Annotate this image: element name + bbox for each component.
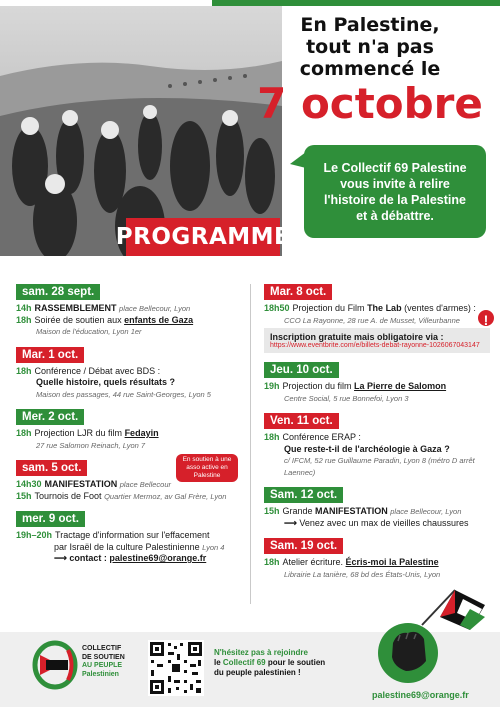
event-date: Mar. 8 oct. <box>264 284 332 300</box>
event-sam-28-sept <box>16 282 244 338</box>
event-time: 14h <box>16 303 32 313</box>
event-text: Projection LJR du film <box>34 428 125 438</box>
headline <box>250 14 490 128</box>
event-date: Ven. 11 oct. <box>264 413 339 429</box>
inscription-url-link[interactable]: https://www.eventbrite.com/e/billets-debat-rayonne-1026067043147 <box>270 342 480 349</box>
event-place: Maison des passages, 44 rue Saint-Georges, Lyon 5 <box>36 389 211 399</box>
event-item <box>16 303 244 315</box>
event-date: Mer. 2 oct. <box>16 409 84 425</box>
event-place: c/ IFCM, 52 rue Guillaume Paradin, Lyon 8 (métro D arrêt Laennec) <box>284 456 475 477</box>
contact-email-link[interactable]: palestine69@orange.fr <box>109 553 207 563</box>
event-time: 18h <box>264 557 280 567</box>
event-place: Lyon 4 <box>202 542 225 552</box>
join-line-1: N'hésitez pas à rejoindre <box>214 648 308 657</box>
column-divider <box>250 284 251 604</box>
contact-label: contact : <box>69 553 110 563</box>
invitation-bubble <box>304 145 486 238</box>
event-mar-1-oct <box>16 345 244 401</box>
event-time: 14h30 <box>16 479 42 489</box>
event-place: place Bellecour, Lyon <box>119 304 191 313</box>
event-time: 18h <box>16 428 32 438</box>
event-title: The Lab <box>367 303 402 313</box>
logo-line-4: Palestinien <box>82 670 119 678</box>
qr-code[interactable] <box>148 640 204 696</box>
event-text: Tractage d'information sur l'effacement <box>55 530 210 540</box>
event-item <box>16 428 244 440</box>
event-place: place Bellecour <box>119 480 171 489</box>
event-title: MANIFESTATION <box>44 479 118 489</box>
contact-line <box>16 553 244 565</box>
palestine-flag-icon <box>422 590 485 630</box>
bubble-text-2: vous invite à relire <box>340 176 450 191</box>
event-title: RASSEMBLEMENT <box>34 303 117 313</box>
event-item <box>264 506 490 518</box>
event-text: Soirée de soutien aux <box>34 314 125 325</box>
fist-flag-illustration <box>360 585 490 685</box>
event-sam-12-oct <box>264 485 490 529</box>
event-time: 15h <box>264 506 280 516</box>
join-collectif: Collectif 69 <box>222 658 266 667</box>
event-date: Jeu. 10 oct. <box>264 362 339 378</box>
event-item <box>16 366 244 378</box>
event-date: Sam. 12 oct. <box>264 487 343 503</box>
event-time: 18h <box>264 432 280 442</box>
event-mer-2-oct <box>16 407 244 451</box>
arrow-icon: ⟶ <box>284 517 300 528</box>
event-text: par Israël de la culture Palestinienne <box>54 541 203 552</box>
event-mer-9-oct <box>16 509 244 565</box>
event-mar-8-oct <box>264 282 490 353</box>
event-title: Écris-moi la Palestine <box>345 557 439 567</box>
event-text: Conférence ERAP : <box>282 432 361 442</box>
event-title: enfants de Gaza <box>124 314 194 325</box>
event-item <box>264 557 490 569</box>
programme-badge: PROGRAMME <box>126 218 280 256</box>
join-message <box>214 648 344 678</box>
event-time: 19h–20h <box>16 530 53 540</box>
event-text: (ventes d'armes) : <box>401 303 476 313</box>
event-item <box>16 315 244 327</box>
event-time: 18h50 <box>264 303 290 313</box>
event-text: Conférence / Débat avec BDS : <box>34 365 161 376</box>
arrow-icon: ⟶ <box>54 553 70 563</box>
event-date: sam. 28 sept. <box>16 284 100 300</box>
event-subtitle: Que reste-t-il de l'archéologie à Gaza ? <box>284 443 450 454</box>
event-text: Atelier écriture. <box>282 557 346 567</box>
event-text: Venez avec un max de vieilles chaussures <box>299 517 469 528</box>
event-place: Centre Social, 5 rue Bonnefoi, Lyon 3 <box>284 393 409 403</box>
logo-line-1: COLLECTIF <box>82 645 122 652</box>
event-place: Maison de l'éducation, Lyon 1er <box>36 327 142 336</box>
event-title: La Pierre de Salomon <box>354 381 447 391</box>
event-time: 18h <box>16 365 32 376</box>
join-text: le <box>214 658 223 667</box>
event-title: Fedayin <box>124 428 159 438</box>
event-date: sam. 5 oct. <box>16 460 87 476</box>
event-item <box>16 491 244 503</box>
event-time: 19h <box>264 381 280 391</box>
headline-date: 7 octobre <box>257 79 483 128</box>
event-text: Grande <box>282 506 316 516</box>
event-subtitle: Quelle histoire, quels résultats ? <box>36 377 176 387</box>
event-subline <box>264 518 490 530</box>
event-place: Librairie La tanière, 68 bd des États-Unis, Lyon <box>284 569 441 579</box>
join-line-3: du peuple palestinien ! <box>214 668 301 677</box>
left-event-column <box>16 282 244 572</box>
event-jeu-10-oct <box>264 360 490 404</box>
headline-line1: En Palestine, <box>300 14 440 36</box>
event-sam-19-oct <box>264 536 490 580</box>
event-date: mer. 9 oct. <box>16 511 85 527</box>
event-item <box>264 432 490 444</box>
event-title: MANIFESTATION <box>315 506 388 516</box>
logo-line-3: AU PEUPLE <box>82 662 123 669</box>
inscription-title: Inscription gratuite mais obligatoire via : <box>270 332 444 342</box>
event-text: Tournois de Foot <box>34 490 105 501</box>
event-date: Mar. 1 oct. <box>16 347 84 363</box>
bubble-text-1: Le Collectif 69 Palestine <box>323 160 467 175</box>
event-place: 27 rue Salomon Reinach, Lyon 7 <box>36 440 146 450</box>
footer-email-link[interactable]: palestine69@orange.fr <box>372 690 469 700</box>
event-place: CCO La Rayonne, 28 rue A. de Musset, Villeurbanne <box>284 315 460 325</box>
alert-icon: ! <box>476 308 496 328</box>
event-text: Projection du Film <box>292 303 368 313</box>
event-text-line2 <box>16 542 244 554</box>
bubble-text-3: l'histoire de la Palestine <box>324 192 466 207</box>
event-time: 15h <box>16 490 32 501</box>
right-event-column <box>264 282 490 587</box>
bubble-text-4: et à débattre. <box>356 208 434 223</box>
event-item <box>16 530 244 542</box>
soutien-bubble: En soutien à une asso active en Palestine <box>176 454 238 482</box>
event-item <box>264 381 490 393</box>
headline-line2: tout n'a pas commencé le <box>299 36 441 80</box>
event-place: Quartier Mermoz, av Gal Frère, Lyon <box>104 491 227 501</box>
event-ven-11-oct <box>264 411 490 478</box>
event-date: Sam. 19 oct. <box>264 538 343 554</box>
join-line-2 <box>214 658 344 668</box>
logo-text <box>82 645 125 679</box>
event-text: Projection du film <box>282 381 355 391</box>
event-item <box>264 303 490 315</box>
event-place: place Bellecour, Lyon <box>390 507 462 516</box>
event-time: 18h <box>16 314 32 325</box>
logo-line-2: DE SOUTIEN <box>82 653 125 661</box>
join-text: pour le soutien <box>265 658 326 667</box>
